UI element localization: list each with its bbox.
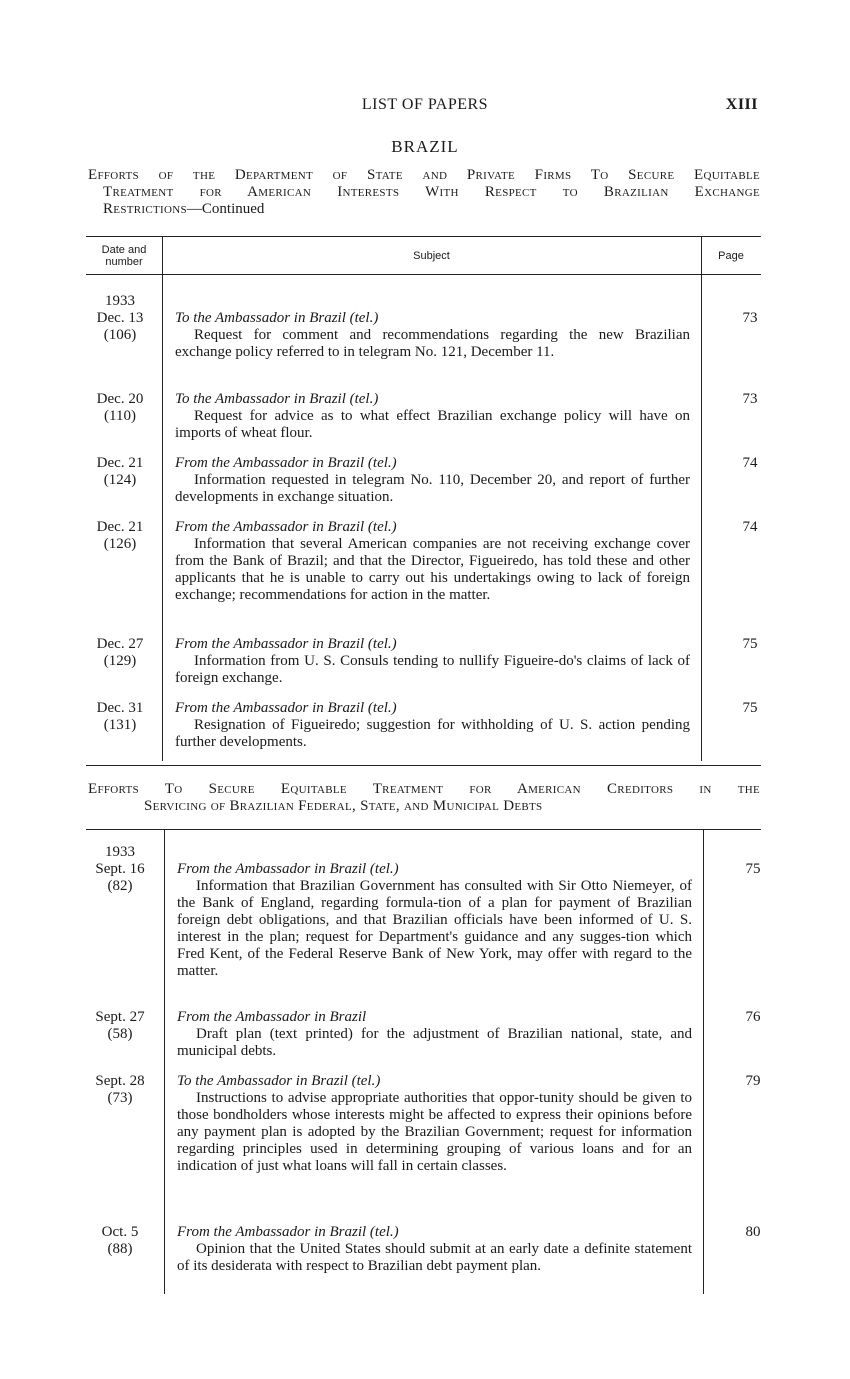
entry-title: To the Ambassador in Brazil (tel.) bbox=[177, 1073, 381, 1089]
entry-description: Information requested in telegram No. 110, December 20, and report of further developments in exchange situation. bbox=[175, 472, 690, 505]
entry-date-text: Dec. 31 bbox=[96, 700, 144, 716]
entry-number: (82) bbox=[107, 878, 133, 894]
country-heading: BRAZIL bbox=[391, 137, 459, 156]
table-year: 1933 bbox=[105, 293, 135, 309]
section-heading-text: Restrictions bbox=[103, 201, 187, 217]
table-top-rule bbox=[86, 829, 761, 830]
section-heading-suffix: —Continued bbox=[186, 201, 265, 217]
section-heading-line: Treatment for American Interests With Respect to Brazilian Exchange bbox=[103, 184, 760, 200]
column-header-page: Page bbox=[718, 250, 744, 262]
entry-subject bbox=[175, 455, 690, 506]
page-number: XIII bbox=[725, 96, 758, 113]
entry-date-text: Sept. 28 bbox=[95, 1073, 145, 1089]
table-top-rule bbox=[86, 236, 761, 237]
entry-date bbox=[80, 636, 160, 670]
entry-number: (131) bbox=[103, 717, 137, 733]
entry-title: From the Ambassador in Brazil (tel.) bbox=[175, 519, 397, 535]
entry-subject bbox=[175, 391, 690, 442]
entry-description: Request for comment and recommendations regarding the new Brazilian exchange policy referred to in telegram No. 121, December 11. bbox=[175, 327, 690, 360]
entry-date-text: Oct. 5 bbox=[101, 1224, 139, 1240]
entry-subject bbox=[175, 700, 690, 751]
entry-title: From the Ambassador in Brazil (tel.) bbox=[175, 636, 397, 652]
entry-subject bbox=[177, 861, 692, 980]
column-divider bbox=[703, 829, 704, 1294]
table-header-rule bbox=[86, 274, 761, 275]
entry-date bbox=[80, 455, 160, 489]
entry-title: From the Ambassador in Brazil (tel.) bbox=[177, 1224, 399, 1240]
entry-page: 80 bbox=[745, 1224, 761, 1240]
entry-description: Resignation of Figueiredo; suggestion for withholding of U. S. action pending further developments. bbox=[175, 717, 690, 750]
entry-date-text: Sept. 16 bbox=[95, 861, 145, 877]
entry-date bbox=[80, 861, 160, 895]
entry-description: Information from U. S. Consuls tending to nullify Figueire-do's claims of lack of foreign exchange. bbox=[175, 653, 690, 686]
column-divider bbox=[162, 236, 163, 761]
entry-number: (73) bbox=[107, 1090, 133, 1106]
entry-date bbox=[80, 1073, 160, 1107]
entry-date-text: Dec. 27 bbox=[96, 636, 144, 652]
entry-subject bbox=[175, 310, 690, 361]
entry-date bbox=[80, 1224, 160, 1258]
entry-page: 79 bbox=[745, 1073, 761, 1089]
entry-date bbox=[80, 310, 160, 344]
entry-number: (88) bbox=[107, 1241, 133, 1257]
entry-date bbox=[80, 700, 160, 734]
entry-page: 73 bbox=[742, 310, 758, 326]
section-heading-line: Servicing of Brazilian Federal, State, and Municipal Debts bbox=[144, 798, 543, 814]
entry-number: (58) bbox=[107, 1026, 133, 1042]
entry-title: To the Ambassador in Brazil (tel.) bbox=[175, 310, 379, 326]
column-header-date: Date and number bbox=[101, 244, 147, 268]
entry-date bbox=[80, 391, 160, 425]
entry-description: Draft plan (text printed) for the adjustment of Brazilian national, state, and municipal debts. bbox=[177, 1026, 692, 1059]
entry-description: Instructions to advise appropriate authorities that oppor-tunity should be given to those bondholders whose interests might be affected to express their opinions before any payment plan is adopted by the Brazilian Government; request for information regarding principles used in determining grouping of various loans and for an indication of just what loans will fall in certain classes. bbox=[177, 1090, 692, 1174]
entry-date-text: Dec. 21 bbox=[96, 519, 144, 535]
entry-title: From the Ambassador in Brazil (tel.) bbox=[175, 700, 397, 716]
entry-page: 74 bbox=[742, 519, 758, 535]
entry-title: To the Ambassador in Brazil (tel.) bbox=[175, 391, 379, 407]
entry-title: From the Ambassador in Brazil (tel.) bbox=[175, 455, 397, 471]
column-divider bbox=[164, 829, 165, 1294]
entry-description: Information that Brazilian Government has consulted with Sir Otto Niemeyer, of the Bank of England, regarding formula-tion of a plan for payment of Brazilian foreign debt obligations, and that Brazilian officials have been informed of U. S. interest in the plan; request for Department's guidance and any sugges-tion which Fred Kent, of the Federal Reserve Bank of New York, may offer with regard to the matter. bbox=[177, 878, 692, 979]
entry-subject bbox=[175, 636, 690, 687]
entry-number: (110) bbox=[104, 408, 136, 424]
entry-title: From the Ambassador in Brazil bbox=[177, 1009, 367, 1025]
running-header-title: LIST OF PAPERS bbox=[361, 96, 489, 113]
entry-date-text: Sept. 27 bbox=[95, 1009, 145, 1025]
entry-number: (124) bbox=[103, 472, 137, 488]
entry-date bbox=[80, 1009, 160, 1043]
entry-subject bbox=[177, 1009, 692, 1060]
entry-date-text: Dec. 13 bbox=[96, 310, 144, 326]
entry-number: (126) bbox=[103, 536, 137, 552]
section-heading-line: Efforts of the Department of State and Private Firms To Secure Equitable bbox=[88, 167, 760, 183]
column-header-subject: Subject bbox=[413, 250, 450, 262]
column-divider bbox=[701, 236, 702, 761]
entry-date-text: Dec. 20 bbox=[96, 391, 144, 407]
entry-page: 75 bbox=[742, 700, 758, 716]
section-heading-line: Efforts To Secure Equitable Treatment for American Creditors in the bbox=[88, 781, 760, 797]
table-year: 1933 bbox=[105, 844, 135, 860]
entry-page: 74 bbox=[742, 455, 758, 471]
section-heading-line bbox=[88, 201, 760, 218]
entry-title: From the Ambassador in Brazil (tel.) bbox=[177, 861, 399, 877]
entry-page: 75 bbox=[745, 861, 761, 877]
entry-page: 76 bbox=[745, 1009, 761, 1025]
table-bottom-rule bbox=[86, 765, 761, 766]
entry-number: (106) bbox=[103, 327, 137, 343]
section-heading-exchange bbox=[88, 167, 760, 218]
entry-description: Opinion that the United States should submit at an early date a definite statement of its desiderata with respect to Brazilian debt payment plan. bbox=[177, 1241, 692, 1274]
entry-subject bbox=[177, 1224, 692, 1275]
entry-page: 73 bbox=[742, 391, 758, 407]
entry-page: 75 bbox=[742, 636, 758, 652]
entry-description: Request for advice as to what effect Brazilian exchange policy will have on imports of wheat flour. bbox=[175, 408, 690, 441]
entry-number: (129) bbox=[103, 653, 137, 669]
section-heading-debts bbox=[88, 781, 760, 815]
entry-subject bbox=[175, 519, 690, 604]
entry-description: Information that several American companies are not receiving exchange cover from the Bank of Brazil; and that the Director, Figueiredo, has told these and other applicants that he is unable to carry out his undertakings owing to lack of foreign exchange; recommendations for action in the matter. bbox=[175, 536, 690, 603]
entry-date bbox=[80, 519, 160, 553]
entry-subject bbox=[177, 1073, 692, 1175]
entry-date-text: Dec. 21 bbox=[96, 455, 144, 471]
